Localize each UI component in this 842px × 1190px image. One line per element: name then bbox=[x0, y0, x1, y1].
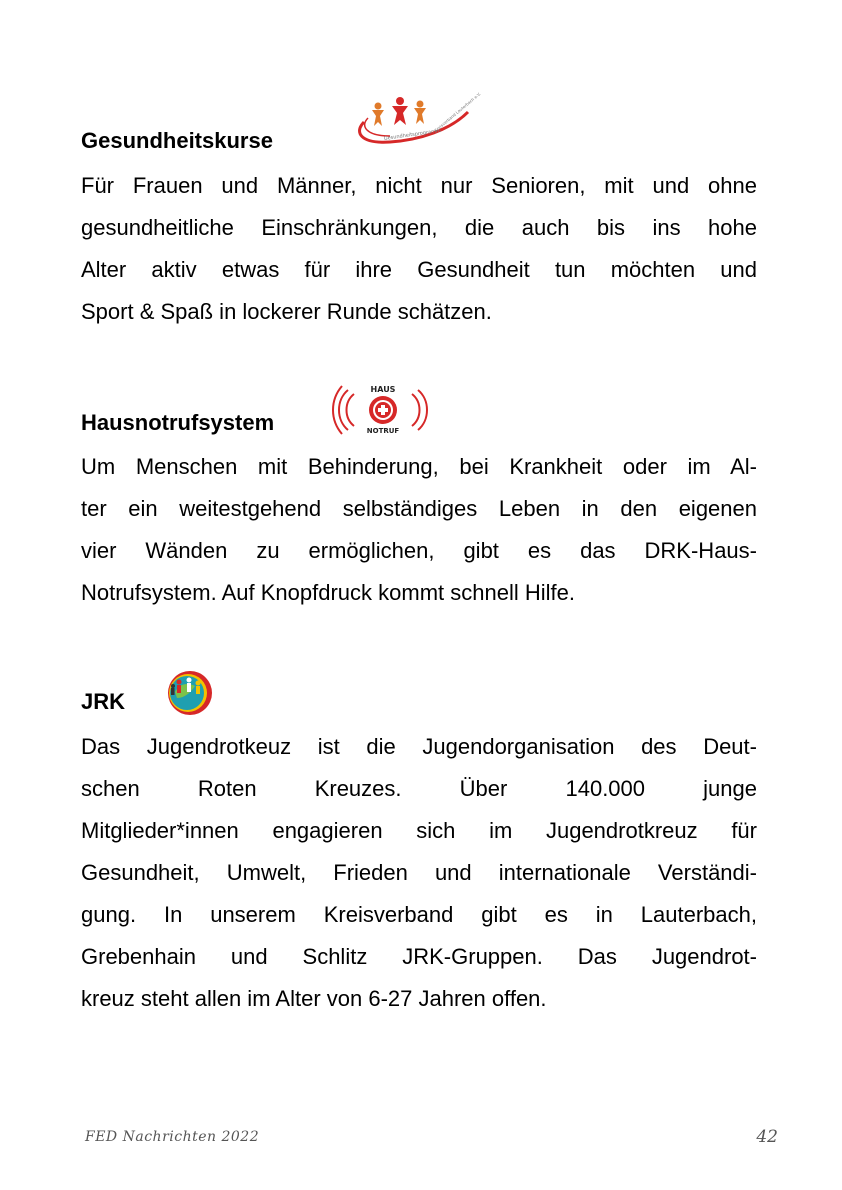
text-line: Notrufsystem. Auf Knopfdruck kommt schnell Hilfe. bbox=[81, 580, 575, 605]
text-line: Alter aktiv etwas für ihre Gesundheit tun möchten und bbox=[81, 257, 757, 282]
text-line: Sport & Spaß in lockerer Runde schätzen. bbox=[81, 299, 492, 324]
text-line: Das Jugendrotkeuz ist die Jugendorganisation des Deut- bbox=[81, 734, 757, 759]
text-line: gung. In unserem Kreisverband gibt es in Lauterbach, bbox=[81, 902, 757, 927]
section-heading-jrk: JRK bbox=[81, 689, 126, 714]
text-line: vier Wänden zu ermöglichen, gibt es das DRK-Haus- bbox=[81, 538, 757, 563]
text-line: ter ein weitestgehend selbständiges Leben in den eigenen bbox=[81, 496, 757, 521]
text-line: Mitglieder*innen engagieren sich im Jugendrotkreuz für bbox=[81, 818, 757, 843]
jrk-logo bbox=[165, 668, 217, 723]
text-line: Um Menschen mit Behinderung, bei Krankheit oder im Al- bbox=[81, 454, 757, 479]
svg-text:Kreisverband Lauterbach e.V.: Kreisverband Lauterbach e.V. bbox=[433, 91, 482, 133]
svg-text:Gesundheitsprogramm: Gesundheitsprogramm bbox=[383, 128, 442, 142]
section-text-gesundheitskurse bbox=[81, 165, 757, 333]
section-heading-gesundheitskurse: Gesundheitskurse bbox=[81, 128, 273, 153]
section-text-hausnotrufsystem bbox=[81, 446, 757, 614]
text-line: gesundheitliche Einschränkungen, die auch bis ins hohe bbox=[81, 215, 757, 240]
section-heading-hausnotrufsystem: Hausnotrufsystem bbox=[81, 410, 275, 435]
text-line: schen Roten Kreuzes. Über 140.000 junge bbox=[81, 776, 757, 801]
text-line: Für Frauen und Männer, nicht nur Senioren, mit und ohne bbox=[81, 173, 757, 198]
text-line: kreuz steht allen im Alter von 6-27 Jahren offen. bbox=[81, 986, 547, 1011]
text-line: Grebenhain und Schlitz JRK-Gruppen. Das Jugendrot- bbox=[81, 944, 757, 969]
svg-text:NOTRUF: NOTRUF bbox=[366, 427, 400, 435]
text-line: Gesundheit, Umwelt, Frieden und internationale Verständi- bbox=[81, 860, 757, 885]
gesundheitsprogramm-logo bbox=[350, 91, 482, 155]
page-number: 42 bbox=[756, 1127, 778, 1147]
svg-text:HAUS: HAUS bbox=[370, 385, 396, 394]
hausnotruf-logo bbox=[336, 380, 430, 441]
footer-title: FED Nachrichten 2022 bbox=[85, 1129, 260, 1145]
section-text-jrk bbox=[81, 726, 757, 1020]
